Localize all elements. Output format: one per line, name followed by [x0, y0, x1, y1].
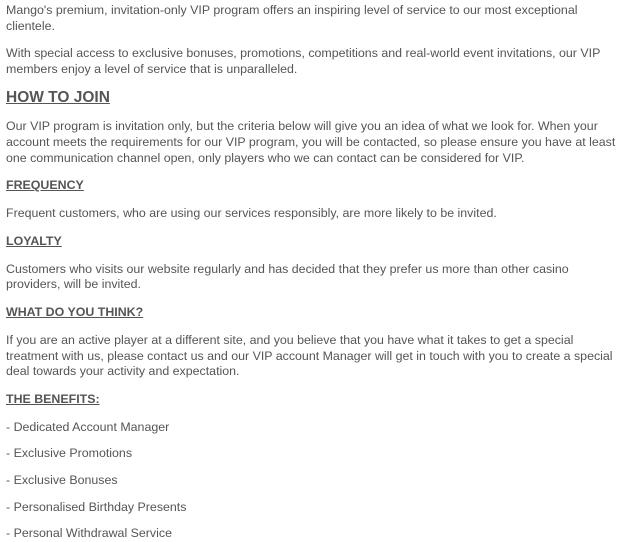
frequency-heading: FREQUENCY	[6, 178, 84, 193]
how-to-join-text: Our VIP program is invitation only, but the criteria below will give you an idea of what we look for. When your account meets the requirements for our VIP program, you will be contacted, so please ensure you have at least one communication channel open, only players who we can contact can be considered for VIP.	[6, 119, 616, 165]
what-do-you-think-heading: WHAT DO YOU THINK?	[6, 304, 144, 319]
loyalty-text: Customers who visits our website regularly and has decided that they prefer us more than other casino providers, will be invited.	[6, 261, 569, 292]
benefit-item-bonuses: - Exclusive Bonuses	[6, 472, 118, 487]
benefits-heading: THE BENEFITS:	[6, 391, 100, 406]
intro-paragraph: Mango's premium, invitation-only VIP program offers an inspiring level of service to our most exceptional clientele.	[6, 3, 578, 33]
benefit-item-withdrawal-service: - Personal Withdrawal Service	[6, 526, 172, 541]
benefit-item-promotions: - Exclusive Promotions	[6, 446, 133, 461]
loyalty-heading: LOYALTY	[6, 233, 62, 248]
how-to-join-heading: HOW TO JOIN	[6, 89, 110, 107]
intro-paragraph-members: With special access to exclusive bonuses, promotions, competitions and real-world event invitations, our VIP members enjoy a level of service that is unparalleled.	[6, 46, 601, 76]
benefit-item-account-manager: - Dedicated Account Manager	[6, 419, 170, 434]
benefit-item-birthday-presents: - Personalised Birthday Presents	[6, 499, 187, 514]
frequency-text: Frequent customers, who are using our services responsibly, are more likely to be invited.	[6, 206, 497, 221]
what-do-you-think-text: If you are an active player at a different site, and you believe that you have what it takes to get a special treatment with us, please contact us and our VIP account Manager will get in touch with you to create a special deal towards your activity and expectation.	[6, 332, 613, 379]
benefits-list	[6, 420, 620, 542]
